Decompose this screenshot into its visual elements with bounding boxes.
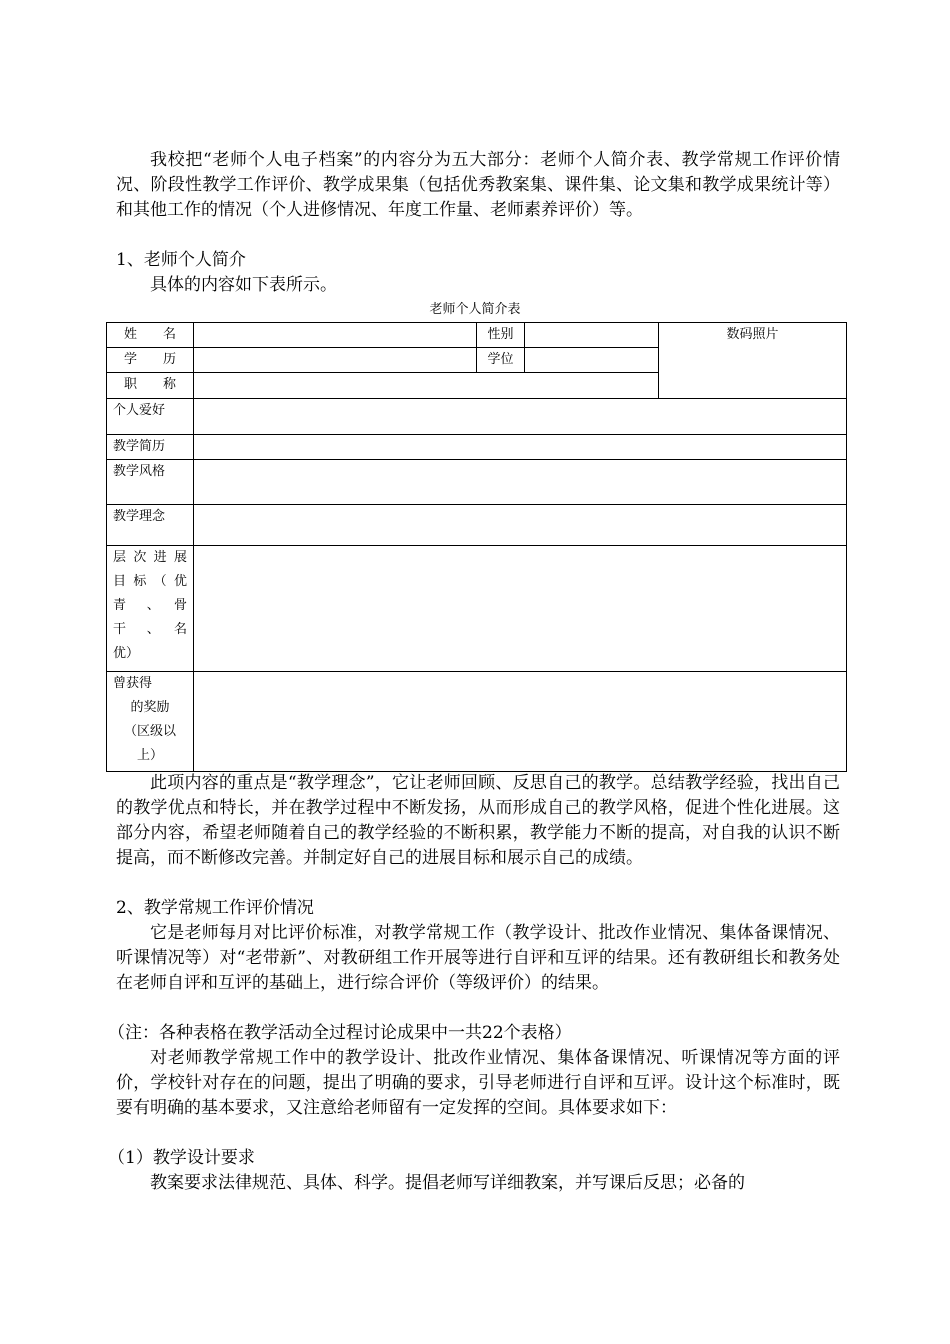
table-caption: 老师个人简介表 <box>429 302 521 317</box>
title-label: 职 称 <box>107 373 194 399</box>
subsection1-text: 教案要求法律规范、具体、科学。提倡老师写详细教案，并写课后反思；必备的 <box>150 1173 745 1193</box>
photo-cell: 数码照片 <box>659 323 847 399</box>
gender-field <box>525 323 659 348</box>
goal-label-line: 青 、 骨 <box>113 598 187 613</box>
award-label-line: 上） <box>136 748 163 763</box>
award-field <box>194 672 847 772</box>
section2-heading: 2、教学常规工作评价情况 <box>116 898 314 918</box>
goal-label-line: 优） <box>113 646 140 661</box>
title-field <box>194 373 659 399</box>
section1-heading: 1、老师个人简介 <box>116 250 246 270</box>
goal-label-line: 层次进展 <box>113 550 187 565</box>
goal-label-line: 干 、 名 <box>113 622 187 637</box>
award-label-line: （区级以 <box>123 724 176 739</box>
goal-field <box>194 546 847 672</box>
education-field <box>194 348 477 373</box>
style-field <box>194 460 847 505</box>
philosophy-label: 教学理念 <box>107 505 194 546</box>
section1-text: 具体的内容如下表所示。 <box>150 275 337 295</box>
philosophy-field <box>194 505 847 546</box>
award-label-line: 的奖励 <box>130 700 170 715</box>
subsection1-heading: （1）教学设计要求 <box>108 1148 255 1168</box>
hobby-label: 个人爱好 <box>107 399 194 435</box>
gender-label: 性别 <box>477 323 525 348</box>
award-label-line: 曾获得 <box>113 676 153 691</box>
style-label: 教学风格 <box>107 460 194 505</box>
goal-label-line: 目标（优 <box>113 574 187 589</box>
section2-paragraph-2: 对老师教学常规工作中的教学设计、批改作业情况、集体备课情况、听课情况等方面的评价，学校针对存在的问题，提出了明确的要求，引导老师进行自评和互评。设计这个标准时，既要有明确的基本要求，又注意给老师留有一定发挥的空间。具体要求如下： <box>116 1048 840 1118</box>
section2-paragraph: 它是老师每月对比评价标准，对教学常规工作（教学设计、批改作业情况、集体备课情况、听课情况等）对“老带新”、对教研组工作开展等进行自评和互评的结果。还有教研组长和教务处在老师自评和互评的基础上，进行综合评价（等级评价）的结果。 <box>116 923 840 993</box>
hobby-field <box>194 399 847 435</box>
note-line: （注：各种表格在教学活动全过程讨论成果中一共22个表格） <box>108 1023 572 1043</box>
history-field <box>194 435 847 460</box>
name-field <box>194 323 477 348</box>
education-label: 学 历 <box>107 348 194 373</box>
intro-paragraph: 我校把“老师个人电子档案”的内容分为五大部分：老师个人简介表、教学常规工作评价情况、阶段性教学工作评价、教学成果集（包括优秀教案集、课件集、论文集和教学成果统计等）和其他工作的情况（个人进修情况、年度工作量、老师素养评价）等。 <box>116 150 840 220</box>
philosophy-paragraph: 此项内容的重点是“教学理念”，它让老师回顾、反思自己的教学。总结教学经验，找出自己的教学优点和特长，并在教学过程中不断发扬，从而形成自己的教学风格，促进个性化进展。这部分内容，希望老师随着自己的教学经验的不断积累，教学能力不断的提高，对自我的认识不断提高，而不断修改完善。并制定好自己的进展目标和展示自己的成绩。 <box>116 773 840 868</box>
name-label: 姓 名 <box>107 323 194 348</box>
award-label <box>107 672 194 772</box>
history-label: 教学简历 <box>107 435 194 460</box>
goal-label <box>107 546 194 672</box>
teacher-profile-table <box>106 322 847 772</box>
degree-label: 学位 <box>477 348 525 373</box>
degree-field <box>525 348 659 373</box>
